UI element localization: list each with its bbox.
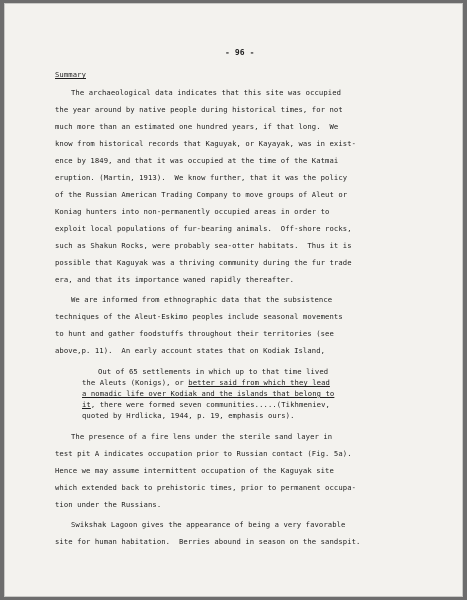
quote-line-5: quoted by Hrdlicka, 1944, p. 19, emphasis ours). (82, 411, 295, 420)
paragraph-1-line-8: Koniag hunters into non-permanently occupied areas in order to (55, 207, 330, 216)
quote-line-4-plain: , there were formed seven communities.....(Tikhmeniev, (90, 400, 330, 409)
quote-emphasis-1: better said from which they lead (188, 378, 330, 387)
paragraph-3-line-4: which extended back to prehistoric times, prior to permanent occupa- (55, 483, 357, 492)
paragraph-1-line-12: era, and that its importance waned rapidly thereafter. (55, 275, 295, 284)
page-number: - 96 - (225, 48, 255, 57)
section-heading: Summary (55, 70, 86, 79)
paragraph-2-line-3: to hunt and gather foodstuffs throughout their territories (see (55, 329, 334, 338)
paragraph-1-line-9: exploit local populations of fur-bearing animals. Off-shore rocks, (55, 224, 352, 233)
quote-line-4 (82, 400, 330, 409)
paragraph-1-line-7: of the Russian American Trading Company to move groups of Aleut or (55, 190, 348, 199)
paragraph-3-line-2: test pit A indicates occupation prior to Russian contact (Fig. 5a). (55, 449, 352, 458)
paragraph-2-line-2: techniques of the Aleut-Eskimo peoples include seasonal movements (55, 312, 343, 321)
paragraph-1-line-10: such as Shakun Rocks, were probably sea-otter habitats. Thus it is (55, 241, 352, 250)
paragraph-2-line-1: We are informed from ethnographic data that the subsistence (71, 295, 333, 304)
paragraph-4-line-1: Swikshak Lagoon gives the appearance of being a very favorable (71, 520, 346, 529)
paragraph-3-line-5: tion under the Russians. (55, 500, 162, 509)
paragraph-1-line-11: possible that Kaguyak was a thriving community during the fur trade (55, 258, 352, 267)
paragraph-3-line-1: The presence of a fire lens under the sterile sand layer in (71, 432, 333, 441)
paragraph-1-line-3: much more than an estimated one hundred years, if that long. We (55, 122, 339, 131)
quote-emphasis-3: it (82, 400, 91, 409)
paragraph-2-line-4: above,p. 11). An early account states that on Kodiak Island, (55, 346, 326, 355)
quote-line-1: Out of 65 settlements in which up to that time lived (98, 367, 329, 376)
paragraph-1-line-4: know from historical records that Kaguyak, or Kayayak, was in exist- (55, 139, 357, 148)
paragraph-1-line-5: ence by 1849, and that it was occupied at the time of the Katmai (55, 156, 339, 165)
paragraph-1-line-2: the year around by native people during historical times, for not (55, 105, 343, 114)
paragraph-1-line-6: eruption. (Martin, 1913). We know further, that it was the policy (55, 173, 348, 182)
paragraph-1-line-1: The archaeological data indicates that this site was occupied (71, 88, 342, 97)
paragraph-4-line-2: site for human habitation. Berries abound in season on the sandspit. (55, 537, 361, 546)
quote-emphasis-2: a nomadic life over Kodiak and the islands that belong to (82, 389, 335, 398)
document-page (4, 3, 463, 597)
paragraph-3-line-3: Hence we may assume intermittent occupation of the Kaguyak site (55, 466, 334, 475)
quote-line-2 (82, 378, 330, 387)
quote-line-2-plain: the Aleuts (Konigs), or (82, 378, 189, 387)
page-text (5, 4, 462, 596)
